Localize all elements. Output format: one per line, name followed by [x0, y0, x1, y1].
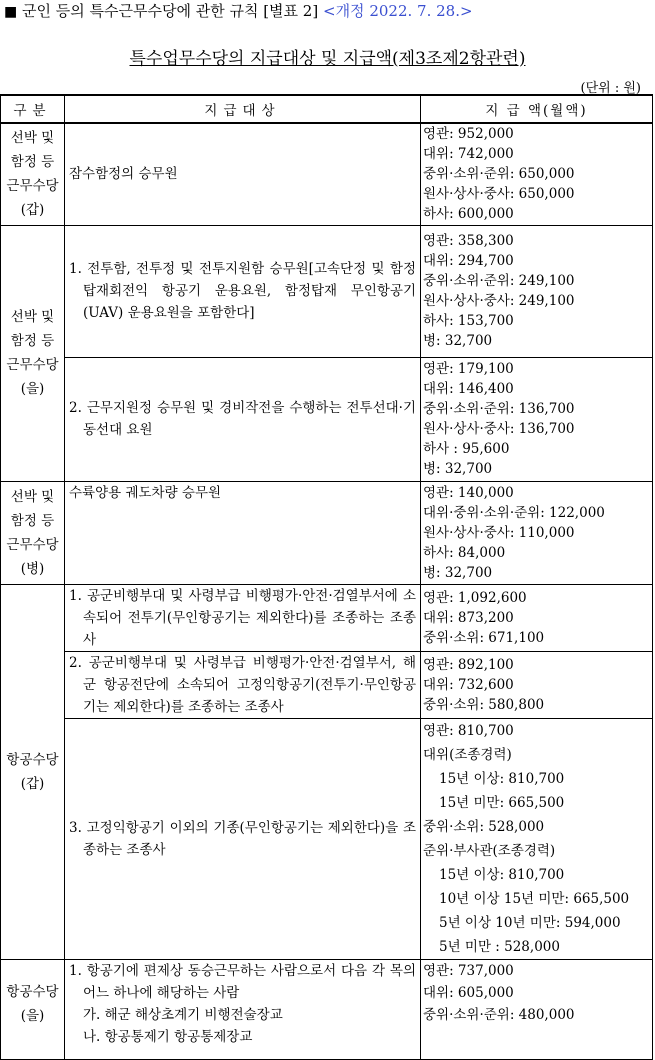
revision-link[interactable]: <개정 2022. 7. 28.>: [323, 2, 473, 20]
table-row: [1, 481, 653, 584]
row-target: 1. 전투함, 전투정 및 전투지원함 승무원[고속단정 및 함정탑재회전익 항공기 운용요원, 함정탑재 무인항공기(UAV) 운용요원을 포함한다]: [65, 225, 421, 357]
row-target: 2. 근무지원정 승무원 및 경비작전을 수행하는 전투선대·기동선대 요원: [65, 357, 421, 481]
table-row: [1, 123, 653, 225]
row-target: 잠수함정의 승무원: [65, 123, 421, 225]
row-category: 항공수당 (을): [1, 959, 65, 1059]
row-category: 항공수당 (갑): [1, 584, 65, 959]
row-amount: 영관: 810,700 대위(조종경력) 15년 이상: 810,700 15년 미만: 665,500 중위·소위: 528,000 준위·부사관(조종경력) 15년 이상: 810,700 10년 이상 15년 미만: 665,500 5년 이상 10년 미만: 594,000 5년 미만 : 528,000: [421, 718, 653, 959]
row-amount: 영관: 358,300 대위: 294,700 중위·소위·준위: 249,100 원사·상사·중사: 249,100 하사: 153,700 병: 32,700: [421, 225, 653, 357]
row-amount: 영관: 140,000 대위·중위·소위·준위: 122,000 원사·상사·중사: 110,000 하사: 84,000 병: 32,700: [421, 481, 653, 584]
table-row: [1, 959, 653, 1059]
allowance-table: [0, 94, 653, 1060]
row-target: 3. 고정익항공기 이외의 기종(무인항공기는 제외한다)을 조종하는 조종사: [65, 718, 421, 959]
table-row: [1, 357, 653, 481]
page-title: 특수업무수당의 지급대상 및 지급액(제3조제2항관련): [129, 49, 526, 69]
table-row: [1, 225, 653, 357]
header-category: 구분: [1, 95, 65, 123]
table-header-row: [1, 95, 653, 123]
header-target: 지급대상: [65, 95, 421, 123]
unit-label: (단위 : 원): [580, 81, 641, 96]
row-category: 선박 및 함정 등 근무수당 (병): [1, 481, 65, 584]
table-row: [1, 584, 653, 651]
table-row: [1, 651, 653, 718]
row-target: 1. 항공기에 편제상 동승근무하는 사람으로서 다음 각 목의 어느 하나에 해당하는 사람 가. 해군 해상초계기 비행전술장교 나. 항공통제기 항공통제장교: [65, 959, 421, 1059]
row-target: 1. 공군비행부대 및 사령부급 비행평가·안전·검열부서에 소속되어 전투기(무인항공기는 제외한다)를 조종하는 조종사: [65, 584, 421, 651]
row-target: 수륙양용 궤도차량 승무원: [65, 481, 421, 584]
square-bullet-icon: ■: [4, 4, 18, 20]
row-target: 2. 공군비행부대 및 사령부급 비행평가·안전·검열부서, 해군 항공전단에 소속되어 고정익항공기(전투기·무인항공기는 제외한다)를 조종하는 조종사: [65, 651, 421, 718]
row-amount: 영관: 737,000 대위: 605,000 중위·소위·준위: 480,000: [421, 959, 653, 1059]
row-amount: 영관: 952,000 대위: 742,000 중위·소위·준위: 650,000 원사·상사·중사: 650,000 하사: 600,000: [421, 123, 653, 225]
row-amount: 영관: 892,100 대위: 732,600 중위·소위: 580,800: [421, 651, 653, 718]
header-amount: 지 급 액(월액): [421, 95, 653, 123]
row-amount: 영관: 1,092,600 대위: 873,200 중위·소위: 671,100: [421, 584, 653, 651]
table-row: [1, 718, 653, 959]
regulation-title: 군인 등의 특수근무수당에 관한 규칙 [별표 2]: [22, 2, 319, 20]
document-header: [4, 0, 473, 21]
row-category: 선박 및 함정 등 근무수당 (갑): [1, 123, 65, 225]
row-category: 선박 및 함정 등 근무수당 (을): [1, 225, 65, 481]
row-amount: 영관: 179,100 대위: 146,400 중위·소위·준위: 136,700 원사·상사·중사: 136,700 하사 : 95,600 병: 32,700: [421, 357, 653, 481]
